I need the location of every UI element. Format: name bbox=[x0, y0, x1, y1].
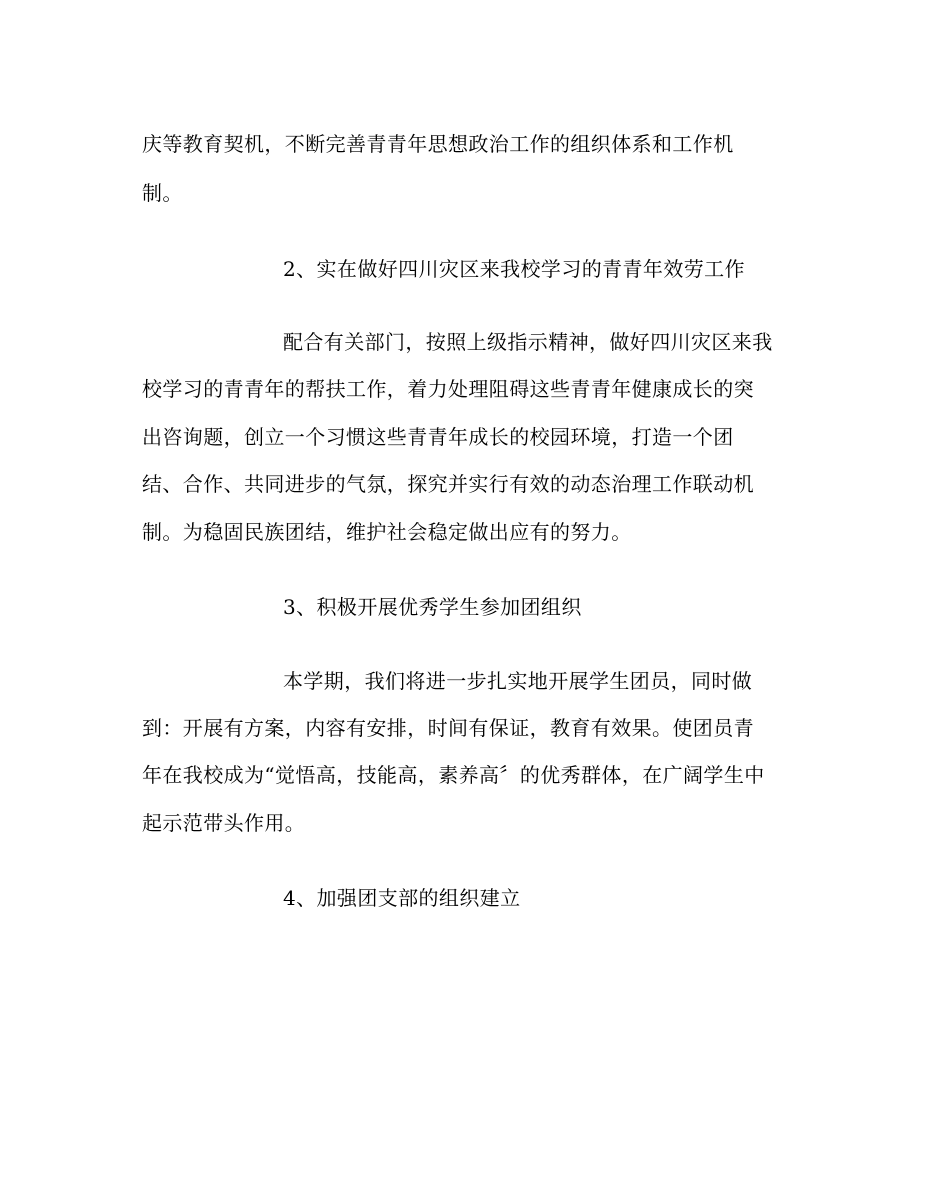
paragraph-line: 制。为稳固民族团结，维护社会稳定做出应有的努力。 bbox=[142, 520, 632, 544]
section-heading-2: 2、实在做好四川灾区来我校学习的青青年效劳工作 bbox=[283, 257, 745, 281]
paragraph-line: 年在我校成为“觉悟高，技能高，素养高〞的优秀群体，在广阔学生中 bbox=[142, 763, 765, 787]
paragraph-line: 制。 bbox=[142, 181, 183, 205]
section-heading-4: 4、加强团支部的组织建立 bbox=[283, 886, 521, 910]
paragraph-line: 配合有关部门，按照上级指示精神，做好四川灾区来我 bbox=[283, 330, 773, 354]
paragraph-line: 结、合作、共同进步的气氛，探究并实行有效的动态治理工作联动机 bbox=[142, 472, 754, 496]
paragraph-line: 校学习的青青年的帮扶工作，着力处理阻碍这些青青年健康成长的突 bbox=[142, 377, 754, 401]
paragraph-line: 庆等教育契机，不断完善青青年思想政治工作的组织体系和工作机 bbox=[142, 132, 734, 156]
paragraph-line: 本学期，我们将进一步扎实地开展学生团员，同时做 bbox=[283, 669, 753, 693]
section-heading-3: 3、积极开展优秀学生参加团组织 bbox=[283, 595, 582, 619]
paragraph-line: 起示范带头作用。 bbox=[142, 811, 306, 835]
paragraph-line: 到：开展有方案，内容有安排，时间有保证，教育有效果。使团员青 bbox=[142, 716, 754, 740]
paragraph-line: 出咨询题，创立一个习惯这些青青年成长的校园环境，打造一个团 bbox=[142, 425, 734, 449]
